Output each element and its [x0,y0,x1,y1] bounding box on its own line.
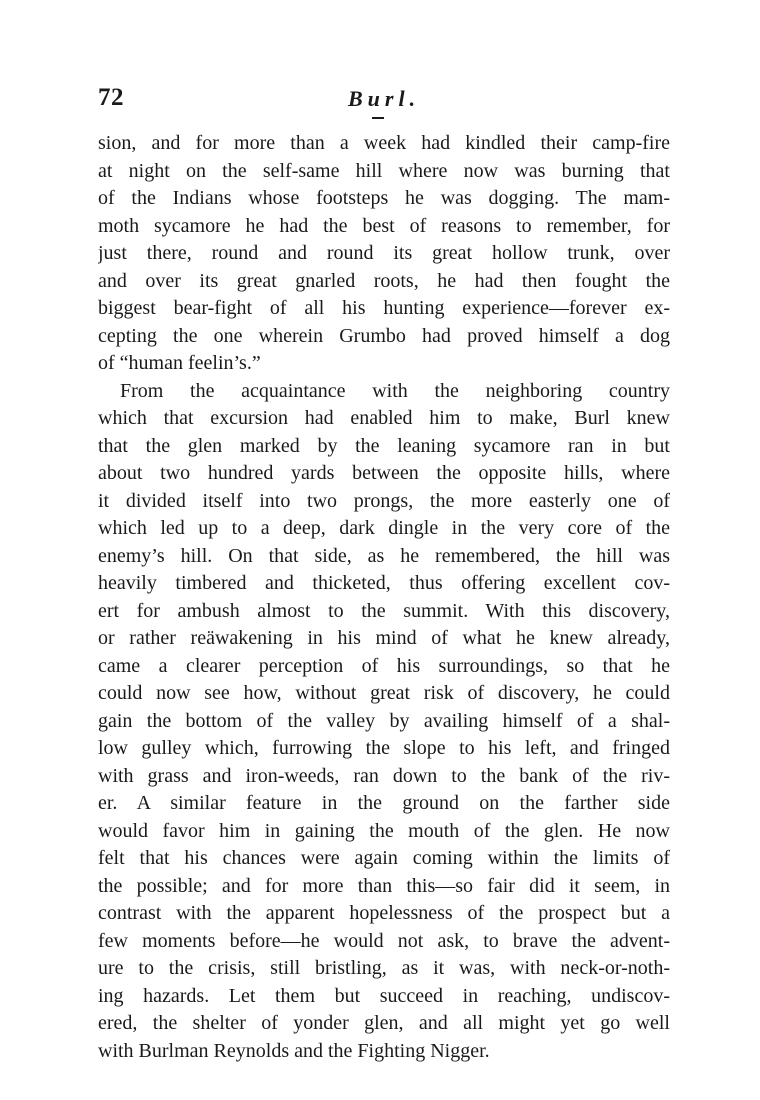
text-line: the possible; and for more than this—so fair did it seem, in [98,874,670,897]
text-line: ered, the shelter of yonder glen, and all might yet go well [98,1012,670,1034]
text-line: or rather reäwakening in his mind of what he knew already, [98,627,670,649]
text-line: it divided itself into two prongs, the more easterly one of [98,489,670,512]
text-line: of the Indians whose footsteps he was dogging. The mam- [98,187,670,209]
text-line: with grass and iron-weeds, ran down to the bank of the riv- [98,764,670,787]
text-line: ert for ambush almost to the summit. With this discovery, [98,599,670,622]
page-header [98,84,668,124]
text-line: few moments before—he would not ask, to brave the advent- [98,929,670,952]
text-line: would favor him in gaining the mouth of the glen. He now [98,819,670,842]
text-line: which led up to a deep, dark dingle in the very core of the [98,517,670,539]
text-line: and over its great gnarled roots, he had then fought the [98,269,670,292]
text-line: ing hazards. Let them but succeed in reaching, undiscov- [98,984,670,1007]
text-line: which that excursion had enabled him to make, Burl knew [98,407,670,429]
text-line: at night on the self-same hill where now was burning that [98,159,670,182]
text-line: moth sycamore he had the best of reasons to remember, for [98,214,670,237]
text-line: enemy’s hill. On that side, as he remembered, the hill was [98,544,670,567]
text-line: contrast with the apparent hopelessness of the prospect but a [98,902,670,924]
running-head: Burl. [348,86,421,111]
body-text [98,130,670,1065]
text-line: with Burlman Reynolds and the Fighting Nigger. [98,1039,490,1062]
text-line: could now see how, without great risk of discovery, he could [98,682,670,704]
text-line: er. A similar feature in the ground on the farther side [98,792,670,814]
text-line: just there, round and round its great hollow trunk, over [98,242,670,264]
text-line: sion, and for more than a week had kindled their camp-fire [98,132,670,154]
text-line: From the acquaintance with the neighboring country [120,379,670,402]
header-rule [372,117,384,119]
text-line: about two hundred yards between the opposite hills, where [98,462,670,484]
text-line: ure to the crisis, still bristling, as it was, with neck-or-noth- [98,957,670,979]
text-line: gain the bottom of the valley by availing himself of a shal- [98,709,670,732]
text-line: came a clearer perception of his surroundings, so that he [98,654,670,677]
text-line: felt that his chances were again coming within the limits of [98,847,670,869]
text-line: that the glen marked by the leaning sycamore ran in but [98,434,670,457]
text-line: low gulley which, furrowing the slope to his left, and fringed [98,737,670,759]
text-line: cepting the one wherein Grumbo had proved himself a dog [98,324,670,347]
text-line: heavily timbered and thicketed, thus offering excellent cov- [98,572,670,594]
text-line: biggest bear-fight of all his hunting experience—forever ex- [98,297,670,319]
text-line: of “human feelin’s.” [98,352,261,374]
page-number: 72 [98,84,124,111]
